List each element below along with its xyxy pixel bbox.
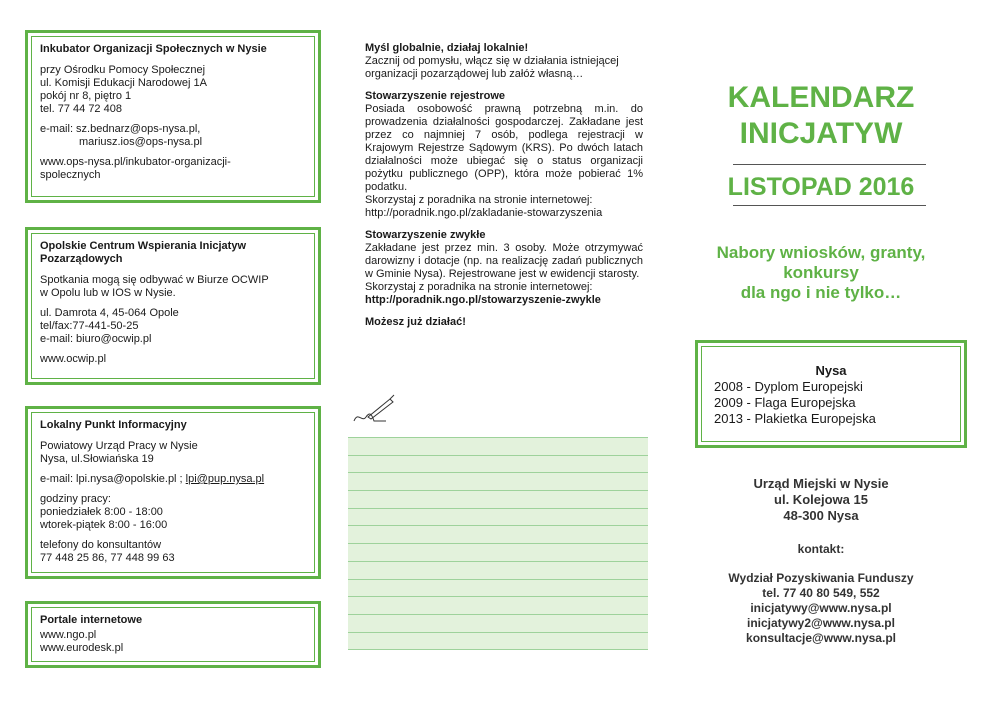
note-lines xyxy=(348,437,648,650)
lpi-hours: godziny pracy: poniedziałek 8:00 - 18:00 wtorek-piątek 8:00 - 16:00 xyxy=(40,493,168,531)
month-title: LISTOPAD 2016 xyxy=(727,173,915,201)
inkubator-www[interactable]: www.ops-nysa.pl/inkubator-organizacji- spolecznych xyxy=(40,156,231,181)
ocwip-www[interactable]: www.ocwip.pl xyxy=(40,353,107,365)
ocwip-meetings: Spotkania mogą się odbywać w Biurze OCWIP w Opolu lub w IOS w Nysie. xyxy=(40,274,269,299)
lpi-phones: telefony do konsultantów 77 448 25 86, 77 448 99 63 xyxy=(40,539,175,564)
simple-association: Stowarzyszenie zwykłe Zakładane jest przez min. 3 osoby. Może otrzymywać darowizny i dotacje (np. na realizację zadań publicznych w Gminie Nysa). Rejestrowane jest w ewidencji starosty. Skorzystaj z poradnika na stronie internetowej: http://poradnik.ngo.pl/stowarzyszenie-zwykle xyxy=(365,229,643,306)
registered-association: Stowarzyszenie rejestrowe Posiada osobowość prawną potrzebną m.in. do prowadzenia działalności gospodarczej. Zakładane jest przez co najmniej 7 osób, podlega rejestracji w Krajowym Rejestrze Sądowym (KRS). Po dwóch latach działalności może ubiegać się o status organizacji pożytku publicznego (OPP), która może pobierać 1% podatku. Skorzystaj z poradnika na stronie internetowej: http://poradnik.ngo.pl/zakladanie-stowarzyszenia xyxy=(365,90,643,219)
ocwip-address: ul. Damrota 4, 45-064 Opole tel/fax:77-441-50-25 e-mail: biuro@ocwip.pl xyxy=(40,307,179,345)
office-address: Urząd Miejski w Nysie ul. Kolejowa 15 48-300 Nysa xyxy=(753,476,889,523)
inkubator-address: przy Ośrodku Pomocy Społecznej ul. Komisji Edukacji Narodowej 1A pokój nr 8, piętro 1 tel. 77 44 72 408 xyxy=(40,64,207,115)
inkubator-email[interactable]: e-mail: sz.bednarz@ops-nysa.pl, mariusz.ios@ops-nysa.pl xyxy=(40,123,203,148)
registered-url: http://poradnik.ngo.pl/zakladanie-stowarzyszenia xyxy=(365,207,603,219)
divider-bottom xyxy=(733,205,926,206)
awards-title: Nysa xyxy=(815,363,847,378)
intro-text: Zacznij od pomysłu, włącz się w działania istniejącej organizacji pozarządowej lub załóż własną… xyxy=(365,55,619,80)
closing-line: Możesz już działać! xyxy=(365,316,466,328)
lpi-box xyxy=(25,406,321,579)
awards-box xyxy=(695,340,967,448)
inkubator-title: Inkubator Organizacji Społecznych w Nysie xyxy=(40,43,267,55)
intro xyxy=(365,42,643,81)
divider-top xyxy=(733,164,926,165)
pen-signature-icon xyxy=(350,393,398,429)
inkubator-box xyxy=(25,30,321,203)
subtitle: Nabory wniosków, granty, konkursy dla ngo i nie tylko… xyxy=(716,243,926,302)
awards-list: 2008 - Dyplom Europejski 2009 - Flaga Europejska 2013 - Plakietka Europejska xyxy=(714,379,876,426)
calendar-title: KALENDARZ INICJATYW xyxy=(727,81,915,150)
lpi-title: Lokalny Punkt Informacyjny xyxy=(40,419,187,431)
middle-text xyxy=(365,42,643,338)
lpi-email[interactable]: e-mail: lpi.nysa@opolskie.pl ; lpi@pup.nysa.pl xyxy=(40,473,265,485)
portale-list[interactable]: www.ngo.pl www.eurodesk.pl xyxy=(40,629,124,654)
portale-title: Portale internetowe xyxy=(40,614,143,626)
ocwip-box xyxy=(25,227,321,385)
intro-title: Myśl globalnie, działaj lokalnie! xyxy=(365,42,529,54)
portale-box xyxy=(25,601,321,668)
contact-label: kontakt: xyxy=(797,542,845,556)
simple-url: http://poradnik.ngo.pl/stowarzyszenie-zwykle xyxy=(365,294,601,306)
ocwip-title: Opolskie Centrum Wspierania Inicjatyw Pozarządowych xyxy=(40,240,246,265)
lpi-address: Powiatowy Urząd Pracy w Nysie Nysa, ul.Słowiańska 19 xyxy=(40,440,198,465)
contact-details[interactable]: Wydział Pozyskiwania Funduszy tel. 77 40 80 549, 552 inicjatywy@www.nysa.pl inicjatywy2@www.nysa.pl konsultacje@www.nysa.pl xyxy=(728,571,914,645)
